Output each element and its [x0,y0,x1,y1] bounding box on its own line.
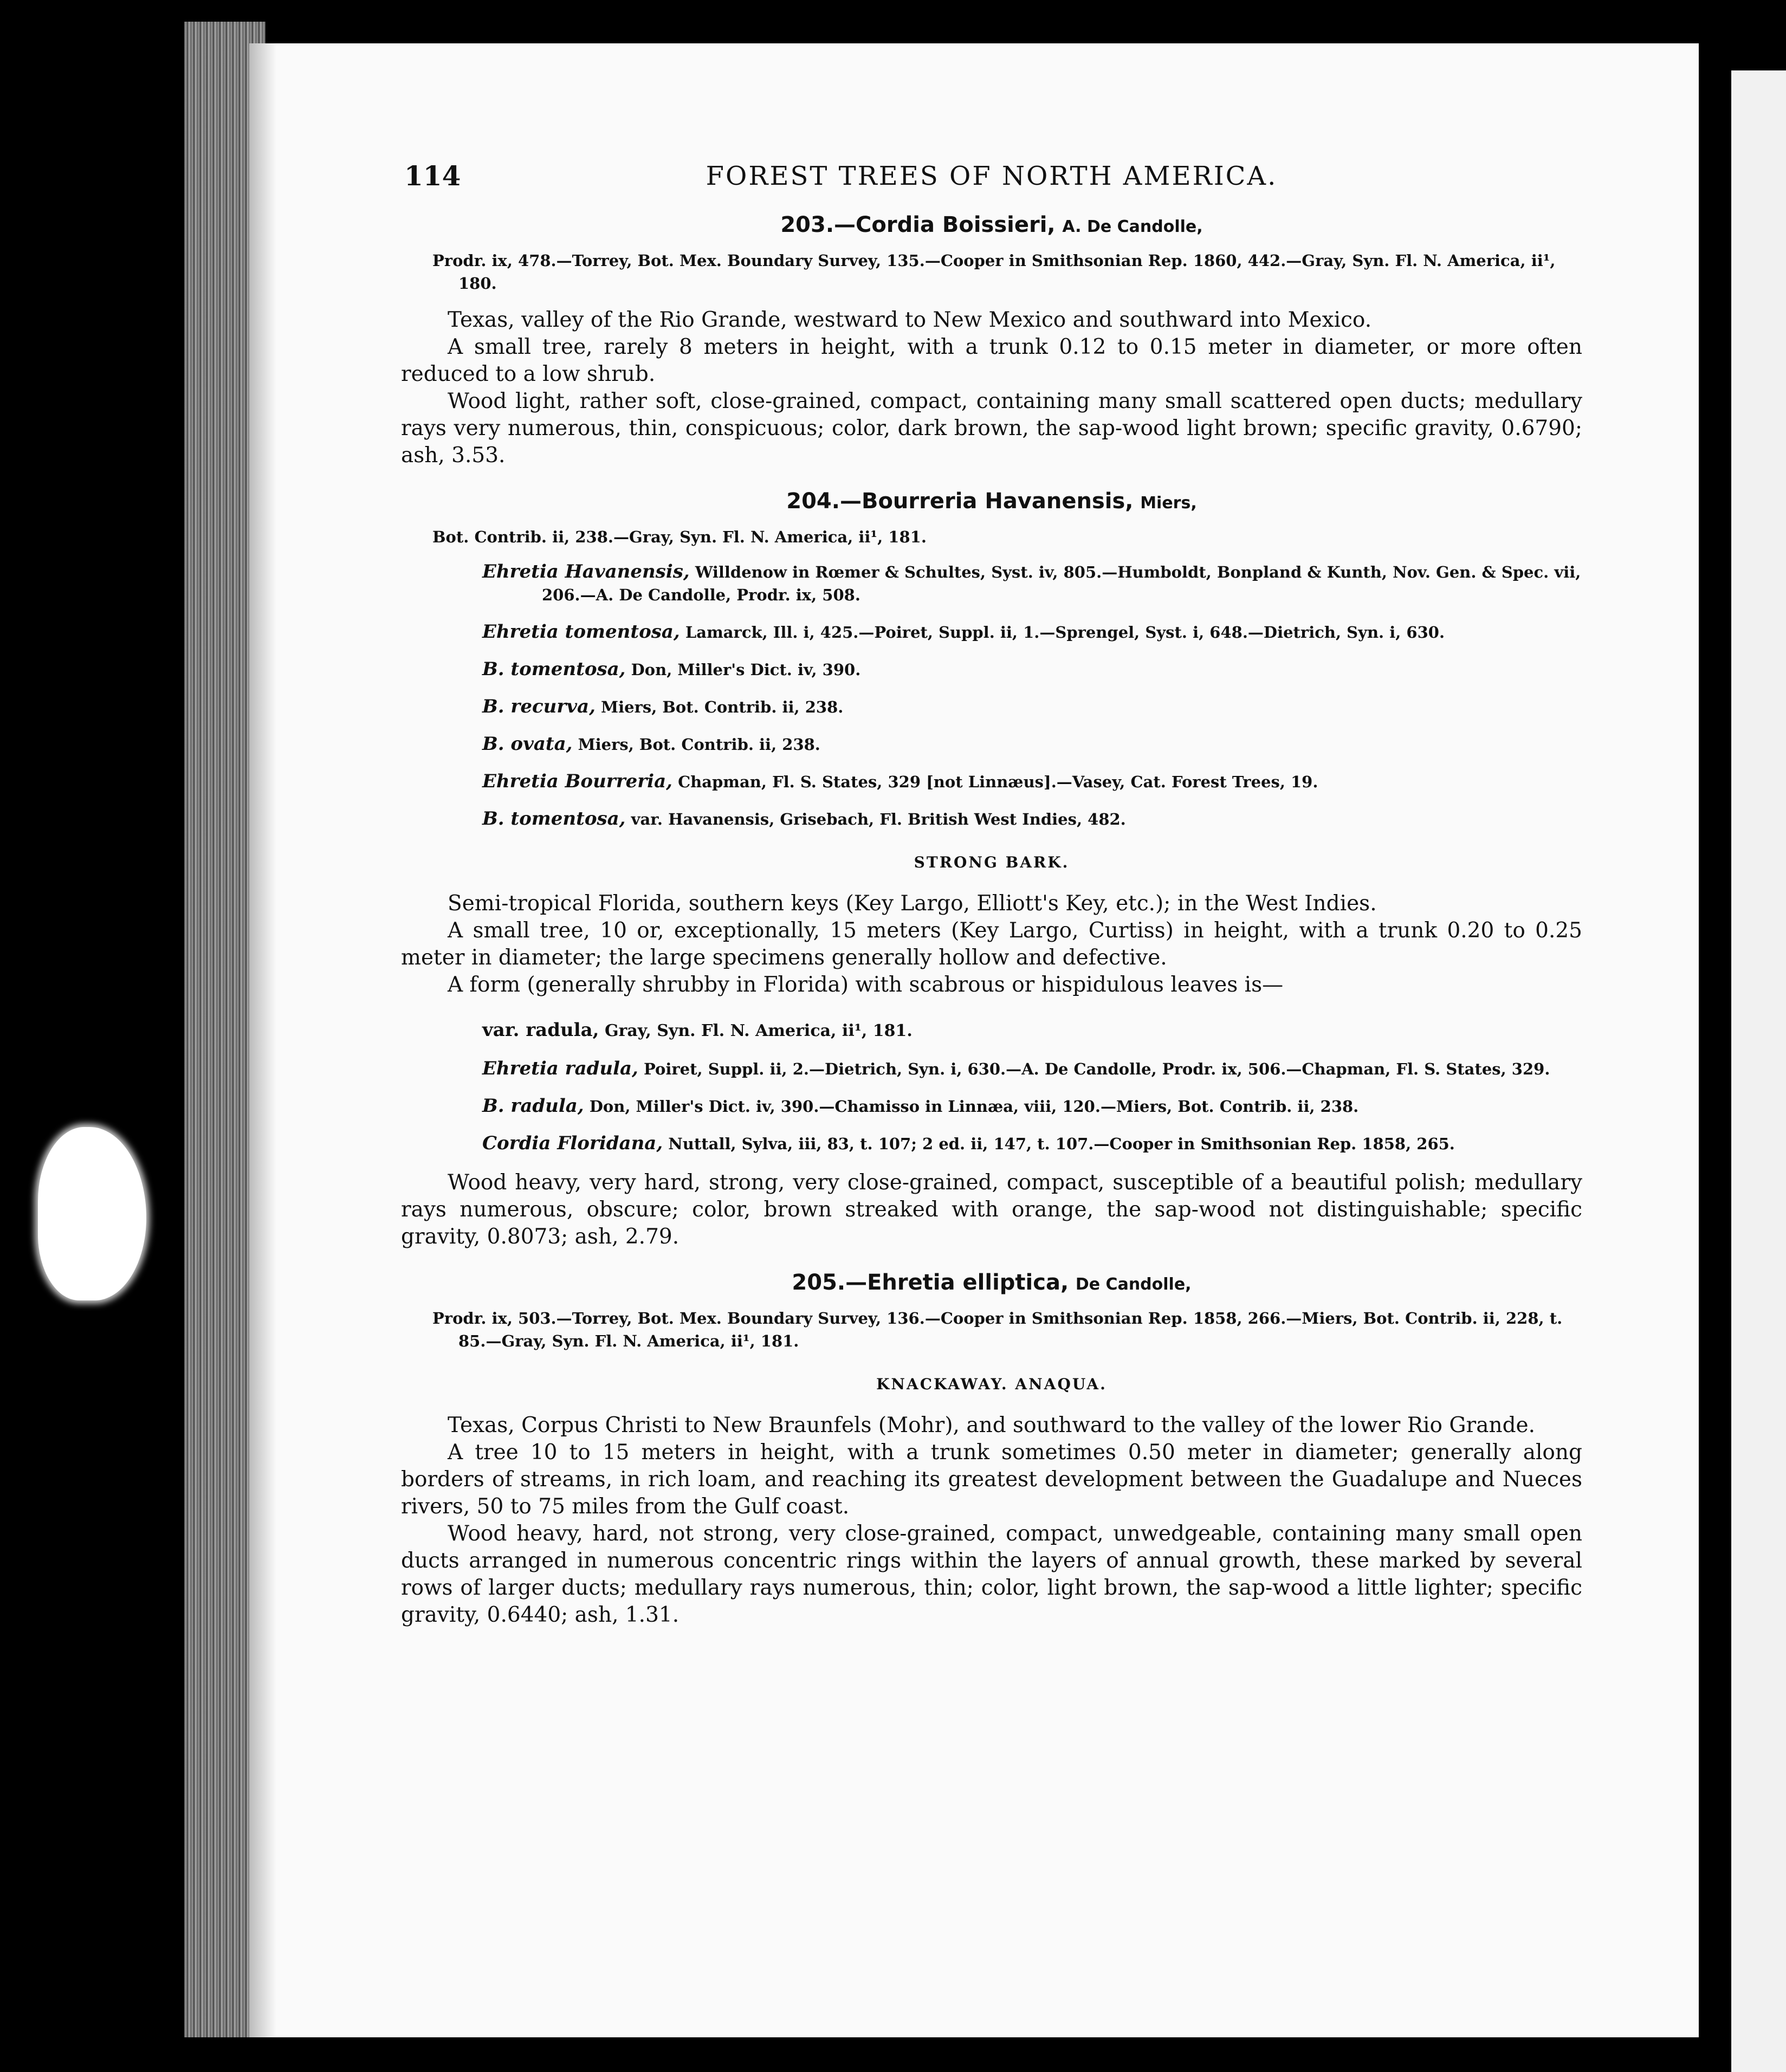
size-paragraph: A small tree, rarely 8 meters in height, with a trunk 0.12 to 0.15 meter in diameter, or more often reduced to a low shrub. [401,335,1582,386]
paper-stain [38,1127,146,1300]
citation: Prodr. ix, 478.—Torrey, Bot. Mex. Boundary Survey, 135.—Cooper in Smithsonian Rep. 1860, 442.—Gray, Syn. Fl. N. America, ii¹, 180. [432,251,1556,293]
size-paragraph: A tree 10 to 15 meters in height, with a trunk sometimes 0.50 meter in diameter; generally along borders of streams, in rich loam, and reaching its greatest development between the Guadalupe and Nueces rivers, 50 to 75 miles from the Gulf coast. [401,1440,1582,1519]
page-content [401,160,1582,1629]
species-number: 205. [792,1270,846,1295]
running-title: FOREST TREES OF NORTH AMERICA. [706,161,1278,191]
species-heading-205 [401,1268,1582,1299]
wood-paragraph: Wood heavy, hard, not strong, very close-grained, compact, unwedgeable, containing many small open ducts arranged in numerous concentric rings within the layers of annual growth, these marked by several rows of larger ducts; medullary rays numerous, thin; color, light brown, the sap-wood a little lighter; specific gravity, 0.6440; ash, 1.31. [401,1521,1582,1627]
synonym: Ehretia radula, Poiret, Suppl. ii, 2.—Dietrich, Syn. i, 630.—A. De Candolle, Prodr. ix, 506.—Chapman, Fl. S. States, 329. [482,1058,1550,1079]
species-authority: Miers, [1140,494,1197,513]
citation: Bot. Contrib. ii, 238.—Gray, Syn. Fl. N. America, ii¹, 181. [432,528,927,546]
species-heading-203 [401,210,1582,242]
range-paragraph: Texas, valley of the Rio Grande, westward to New Mexico and southward into Mexico. [448,308,1372,332]
synonym: B. tomentosa, var. Havanensis, Grisebach, Fl. British West Indies, 482. [482,808,1126,830]
synonym: B. recurva, Miers, Bot. Contrib. ii, 238. [482,696,844,717]
synonym: B. radula, Don, Miller's Dict. iv, 390.—Chamisso in Linnæa, viii, 120.—Miers, Bot. Contrib. ii, 238. [482,1095,1359,1117]
page-number: 114 [404,160,461,192]
synonym: B. ovata, Miers, Bot. Contrib. ii, 238. [482,733,820,755]
synonym: Ehretia Bourreria, Chapman, Fl. S. States, 329 [not Linnæus].—Vasey, Cat. Forest Trees, 19. [482,770,1318,792]
vernacular-name: STRONG BARK. [914,853,1070,871]
facing-page-edge [1731,70,1786,2072]
species-heading-204 [401,487,1582,518]
species-number: 203. [780,212,834,237]
wood-paragraph: Wood light, rather soft, close-grained, compact, containing many small scattered open ducts; medullary rays very numerous, thin, conspicuous; color, dark brown, the sap-wood light brown; specific gravity, 0.6790; ash, 3.53. [401,389,1582,468]
species-name: —Ehretia elliptica, [845,1270,1069,1295]
synonym: Cordia Floridana, Nuttall, Sylva, iii, 83, t. 107; 2 ed. ii, 147, t. 107.—Cooper in Smithsonian Rep. 1858, 265. [482,1132,1455,1154]
species-authority: A. De Candolle, [1062,217,1203,236]
synonym: Ehretia Havanensis, Willdenow in Rœmer & Schultes, Syst. iv, 805.—Humboldt, Bonpland & Kunth, Nov. Gen. & Spec. vii, 206.—A. De Candolle, Prodr. ix, 508. [482,561,1581,604]
synonym: Ehretia tomentosa, Lamarck, Ill. i, 425.—Poiret, Suppl. ii, 1.—Sprengel, Syst. i, 648.—Dietrich, Syn. i, 630. [482,621,1445,643]
variety-heading: var. radula, Gray, Syn. Fl. N. America, ii¹, 181. [482,1019,913,1041]
range-paragraph: Semi-tropical Florida, southern keys (Key Largo, Elliott's Key, etc.); in the West Indies. [448,891,1377,916]
species-name: —Bourreria Havanensis, [839,489,1134,514]
species-name: —Cordia Boissieri, [834,212,1056,237]
range-paragraph: Texas, Corpus Christi to New Braunfels (Mohr), and southward to the valley of the lower Rio Grande. [448,1413,1536,1438]
synonym-list [401,560,1582,831]
vernacular-name: KNACKAWAY. ANAQUA. [876,1375,1107,1393]
form-paragraph: A form (generally shrubby in Florida) with scabrous or hispidulous leaves is— [448,973,1284,997]
variety-synonym-list [401,1057,1582,1155]
species-authority: De Candolle, [1075,1275,1192,1294]
citation: Prodr. ix, 503.—Torrey, Bot. Mex. Boundary Survey, 136.—Cooper in Smithsonian Rep. 1858, 266.—Miers, Bot. Contrib. ii, 228, t. 85.—Gray, Syn. Fl. N. America, ii¹, 181. [432,1309,1563,1350]
wood-paragraph: Wood heavy, very hard, strong, very close-grained, compact, susceptible of a beautiful polish; medullary rays numerous, obscure; color, brown streaked with orange, the sap-wood not distinguishable; specific gravity, 0.8073; ash, 2.79. [401,1170,1582,1249]
spine-shadow [249,43,276,2037]
size-paragraph: A small tree, 10 or, exceptionally, 15 meters (Key Largo, Curtiss) in height, with a trunk 0.20 to 0.25 meter in diameter; the large specimens generally hollow and defective. [401,918,1582,970]
species-number: 204. [786,489,840,514]
synonym: B. tomentosa, Don, Miller's Dict. iv, 390. [482,658,861,680]
page-header [401,160,1582,200]
